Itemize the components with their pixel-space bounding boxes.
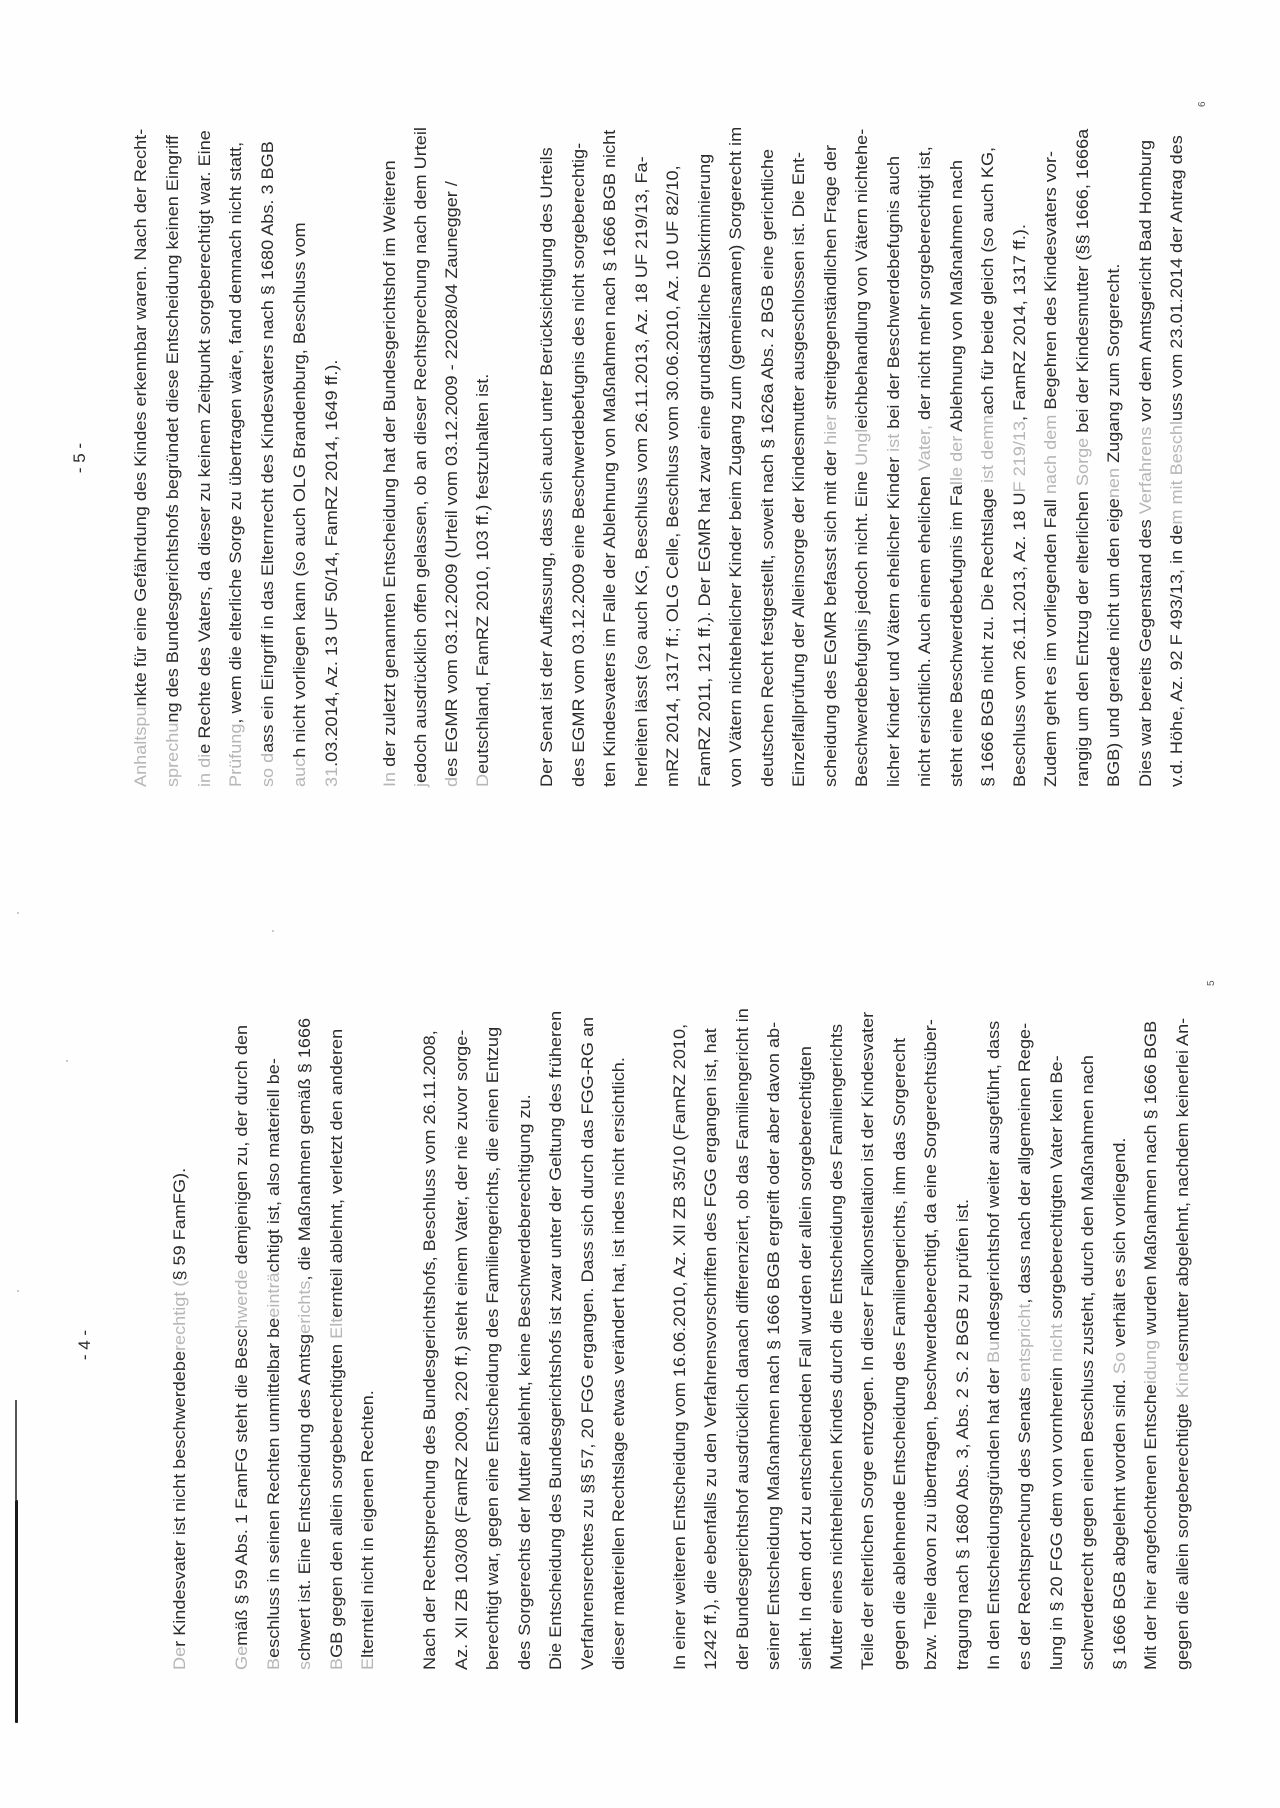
text-line xyxy=(947,1008,978,1670)
text-line xyxy=(164,1168,196,1670)
faded-text-run: 31 xyxy=(321,766,341,787)
faded-text-run: B xyxy=(263,1657,283,1670)
faded-text-run: d xyxy=(442,776,461,787)
text-line xyxy=(594,127,626,787)
text-line xyxy=(226,1018,258,1670)
text-line xyxy=(603,1011,635,1670)
text-line xyxy=(815,127,847,787)
text-run: Beschluss vom 26.11.2013, Az. 18 U xyxy=(1009,492,1029,787)
text-run: scheidung des EGMR befasst sich mit der xyxy=(820,444,840,787)
faded-text-run: nicht xyxy=(1046,1323,1066,1363)
text-line xyxy=(405,127,436,787)
page-number: 6 xyxy=(1197,101,1208,107)
paragraph xyxy=(531,126,1193,787)
text-line xyxy=(1104,1008,1135,1670)
text-run: von Vätern nichtehelicher Kinder beim Zugang zum (gemeinsamen) Sorgerecht im xyxy=(726,126,745,787)
text-run: chtigt ist, also materiell be- xyxy=(263,1058,283,1273)
text-run: eutschland, FamRZ 2010, 103 ff.) festzuhalten ist. xyxy=(473,373,492,774)
paragraph xyxy=(226,1017,384,1670)
paragraph xyxy=(374,127,498,787)
text-run: sieht. In dem dort zu entscheidenden Fall wurden der allein sorgeberechtigten xyxy=(795,1045,815,1670)
text-line xyxy=(783,127,815,787)
faded-text-run: hwerde xyxy=(232,1269,251,1329)
text-run: ten Kindesvaters im Falle der Ablehnung von Maßnahmen nach § 1666 BGB nicht xyxy=(600,129,619,787)
faded-text-run: B xyxy=(326,1657,346,1670)
text-line xyxy=(531,127,563,787)
text-line xyxy=(1041,1008,1072,1670)
text-run: mRZ 2014, 1317 ff.; OLG Celle, Beschluss vom 30.06.2010, Az. 10 UF 82/10, xyxy=(663,165,682,787)
faded-text-run: nen xyxy=(1104,467,1123,499)
text-run: Mit der hier angefochtenen Entsche xyxy=(1141,1384,1161,1670)
paragraph xyxy=(664,1008,1198,1670)
faded-text-run: So xyxy=(1109,1351,1129,1375)
page-header: - 4 - xyxy=(75,1329,94,1361)
text-line xyxy=(572,1011,604,1670)
text-run: seiner Entscheidung Maßnahmen nach § 1666 BGB ergreift oder aber davon ab- xyxy=(764,1021,784,1670)
text-line xyxy=(467,127,498,787)
text-run: h nicht vorliegen kann (so auch OLG Brandenburg, Beschluss vom xyxy=(289,222,309,758)
text-run: Der Senat ist der Auffassung, dass sich auch unter Berücksichtigung des Urteils xyxy=(537,147,556,787)
text-run: eichbehandlung von Vätern nichtehe- xyxy=(852,128,871,429)
text-run: esmutter abgelehnt, nachdem keinerlei An- xyxy=(1172,1017,1192,1362)
text-run: § 1666 BGB nicht zu. Die Rechtslage xyxy=(978,483,997,787)
text-run: der zuletzt genannten Entscheidung hat der Bundesgerichtshof im Weiteren xyxy=(380,160,399,772)
faded-text-run: entspricht xyxy=(1015,1303,1035,1383)
text-run: Einzelfallprüfung der Alleinsorge der Kindesmutter ausgeschlossen ist. Die Ent- xyxy=(789,151,808,787)
faded-text-run: hier xyxy=(820,414,840,445)
text-run: demjenigen zu, der durch den xyxy=(232,1024,251,1270)
text-run: FamRZ 2011, 121 ff.). Der EGMR hat zwar eine grundsätzliche Diskriminierung xyxy=(694,153,714,787)
faded-text-run: auc xyxy=(289,757,309,787)
text-run: es EGMR vom 03.12.2009 (Urteil vom 03.12.2009 - 22028/04 Zaunegger / xyxy=(442,181,461,777)
text-line xyxy=(540,1011,572,1670)
faded-text-run: Ge xyxy=(232,1645,251,1670)
text-run: lternteil nicht in eigenen Rechten. xyxy=(358,1390,377,1658)
text-line xyxy=(252,129,284,787)
text-line xyxy=(446,1011,478,1670)
text-line xyxy=(1035,127,1067,787)
text-run: der Bundesgerichtshof ausdrücklich danach differenziert, ob das Familiengericht in xyxy=(732,1008,752,1670)
text-line xyxy=(978,1008,1009,1670)
page-header: - 5 - xyxy=(70,442,89,474)
text-run: chwert ist. Eine Entscheidung des Amtsg xyxy=(295,1333,314,1661)
text-run: Zugang zum Sorgerecht. xyxy=(1104,263,1123,468)
text-line xyxy=(727,1008,758,1670)
text-run: GB gegen den allein sorgeberechtigten xyxy=(326,1338,346,1658)
text-run: schwerderecht gegen einen Beschluss zusteht, durch den Maßnahmen nach xyxy=(1078,1055,1098,1670)
text-line xyxy=(1072,1008,1103,1670)
text-line xyxy=(915,1008,946,1670)
text-run: r Kindesvater ist nicht beschwerdebe xyxy=(170,1350,189,1647)
text-run: gegen die allein sorgeberechtigte xyxy=(1172,1398,1192,1670)
text-run: § 1666 BGB abgelehnt worden sind. xyxy=(1109,1374,1129,1670)
text-line xyxy=(846,127,878,787)
text-run: edoch ausdrücklich offen gelassen, ob an dieser Rechtsprechung nach dem Urteil xyxy=(411,127,430,783)
text-run: Ablehnung von Maßnahmen nach xyxy=(946,159,966,436)
text-run: deutschen Recht festgestellt, soweit nach § 1626a Abs. 2 BGB eine gerichtliche xyxy=(757,148,777,787)
text-line xyxy=(157,129,189,787)
text-run: Verfahrensrechtes zu §§ 57, 20 FGG ergangen. Dass sich durch das FGG-RG an xyxy=(577,1016,597,1670)
text-line xyxy=(626,127,658,787)
page-4 xyxy=(0,904,1280,1808)
text-line xyxy=(852,1008,883,1670)
text-line xyxy=(884,1008,915,1670)
text-line xyxy=(1167,1008,1198,1670)
text-line xyxy=(289,1018,321,1670)
text-line xyxy=(941,127,973,787)
text-line xyxy=(1161,127,1193,787)
faded-text-run: j xyxy=(411,782,430,787)
faded-text-run: ist demn xyxy=(978,414,997,484)
text-run: nicht ersichtlich. Auch einem ehelichen xyxy=(915,470,934,787)
text-line xyxy=(909,127,941,787)
faded-text-run: Verfahrens xyxy=(1135,426,1155,515)
text-line xyxy=(758,1008,789,1670)
faded-text-run: De xyxy=(170,1646,189,1670)
text-line xyxy=(720,127,752,787)
text-run: Beschwerdebefugnis jedoch nicht. Eine xyxy=(852,465,871,787)
text-run: des EGMR vom 03.12.2009 eine Beschwerdebefugnis des nicht sorgeberechtig- xyxy=(568,142,588,787)
text-line xyxy=(790,1008,821,1670)
text-run: tragung nach § 1680 Abs. 3, Abs. 2 S. 2 BGB zu prüfen ist. xyxy=(952,1198,972,1670)
text-run: licher Kinder und Vätern ehelicher Kinder xyxy=(883,451,903,787)
text-run: e Rechte des Vaters, da dieser zu keinem Zeitpunkt sorgeberechtigt war. Eine xyxy=(194,130,214,754)
text-line xyxy=(284,129,316,787)
text-line xyxy=(509,1011,541,1670)
text-run: nkte für eine Gefährdung des Kindes erkennbar waren. Nach der Recht- xyxy=(131,128,150,707)
text-line xyxy=(1067,127,1099,787)
text-run: der nicht mehr sorgeberechtigt ist, xyxy=(915,146,934,426)
paragraph xyxy=(414,1010,635,1670)
text-run: .03.2014, Az. 13 UF 50/14, FamRZ 2014, 1649 ff.). xyxy=(321,359,341,767)
text-run: , FamRZ 2014, 1317 ff.). xyxy=(1009,224,1029,421)
faded-text-run: E xyxy=(358,1657,377,1670)
text-line xyxy=(258,1018,290,1670)
text-run: Dies war bereits Gegenstand des xyxy=(1135,514,1155,787)
faded-text-run: m mit Beschl xyxy=(1167,421,1186,525)
text-run: bei der Beschwerdebefugnis auch xyxy=(883,155,903,434)
text-line xyxy=(189,129,221,787)
paragraph xyxy=(164,1167,196,1671)
text-line xyxy=(972,127,1004,787)
faded-text-run: Sorge xyxy=(1072,437,1092,487)
faded-text-run: Elt xyxy=(326,1317,346,1339)
faded-text-run: einträ xyxy=(263,1272,283,1318)
faded-text-run: erichts xyxy=(295,1280,314,1334)
text-run: v.d. Höhe, Az. 92 F 493/13, in de xyxy=(1167,524,1186,787)
faded-text-run: lle der xyxy=(946,435,966,486)
faded-text-run: Anhaltspu xyxy=(131,706,150,787)
text-run: Az. XII ZB 103/08 (FamRZ 2009, 220 ff.) steht einem Vater, der nie zuvor sorge- xyxy=(451,1029,471,1670)
text-line xyxy=(1135,1008,1166,1670)
text-line xyxy=(878,127,910,787)
text-run: verhält es sich vorliegend. xyxy=(1109,1137,1129,1352)
text-run: Mutter eines nichtehelichen Kindes durch die Entscheidung des Familiengerichts xyxy=(827,1023,847,1670)
faded-text-run: Bu xyxy=(984,1340,1004,1363)
text-run: § 59 FamFG). xyxy=(170,1167,189,1281)
page-region-4 xyxy=(0,904,1280,1808)
faded-text-run: Vater, xyxy=(915,425,934,471)
text-line xyxy=(1009,1008,1040,1670)
text-run: es der Rechtsprechung des Senats xyxy=(1015,1382,1035,1670)
faded-text-run: ist xyxy=(883,433,903,452)
text-run: BGB) und gerade nicht um den eige xyxy=(1104,498,1123,787)
faded-text-run: In xyxy=(380,771,399,787)
text-line xyxy=(316,129,348,787)
text-run: mäß § 59 Abs. 1 FamFG steht die Besc xyxy=(232,1328,251,1646)
text-run: 1242 ff.), die ebenfalls zu den Verfahrensvorschriften des FGG ergangen ist, hat xyxy=(701,1028,721,1670)
text-run: In einer weiteren Entscheidung vom 16.06.2010, Az. XII ZB 35/10 (FamRZ 2010, xyxy=(670,1023,689,1670)
faded-text-run: Ungl xyxy=(852,428,871,466)
faded-text-run: sprechu xyxy=(162,722,182,787)
faded-text-run: D xyxy=(473,773,492,787)
text-run: , wem die elterliche Sorge zu übertragen wäre, fand demnach nicht statt, xyxy=(226,141,246,724)
text-run: herleiten lässt (so auch KG, Beschluss vom 26.11.2013, Az. 18 UF 219/13, Fa- xyxy=(631,156,651,787)
text-line xyxy=(695,1008,726,1670)
text-run: streitgegenständlichen Frage der xyxy=(820,144,840,415)
text-run: vor dem Amtsgericht Bad Homburg xyxy=(1135,139,1155,427)
faded-text-run: F 219/13 xyxy=(1009,420,1029,493)
text-line xyxy=(436,127,467,787)
text-run: ass ein Eingriff in das Elternrecht des Kindesvaters nach § 1680 Abs. 3 BGB xyxy=(258,141,278,753)
faded-text-run: Prüfung xyxy=(226,723,246,787)
text-run: Zudem geht es im vorliegenden Fall xyxy=(1041,494,1060,787)
text-line xyxy=(1098,127,1130,787)
text-line xyxy=(352,1018,384,1670)
text-run: ernteil ablehnt, verletzt den anderen xyxy=(326,1028,346,1318)
text-line xyxy=(321,1018,353,1670)
faded-text-run: Kind xyxy=(1172,1361,1192,1399)
text-line xyxy=(374,127,405,787)
text-line xyxy=(414,1011,446,1670)
text-line xyxy=(477,1011,509,1670)
text-line xyxy=(752,127,784,787)
text-run: rangig um den Entzug der elterlichen xyxy=(1072,486,1092,787)
text-run: eschluss in seinen Rechten unmittelbar be xyxy=(263,1317,283,1658)
faded-text-run: idung xyxy=(1141,1339,1161,1385)
text-line xyxy=(1004,127,1036,787)
text-run: Begehren des Kindesvaters vor- xyxy=(1041,150,1060,415)
text-line xyxy=(657,127,689,787)
text-run: steht eine Beschwerdebefugnis im Fa xyxy=(946,485,966,787)
text-run: gegen die ablehnende Entscheidung des Familiengerichts, ihm das Sorgerecht xyxy=(889,1037,909,1670)
text-run: In den Entscheidungsgründen hat der xyxy=(984,1362,1004,1670)
faded-text-run: in di xyxy=(194,753,214,787)
text-run: , dass nach der allgemeinen Rege- xyxy=(1015,1022,1035,1304)
text-line xyxy=(1130,127,1162,787)
text-run: , die Maßnahmen gemäß § 1666 xyxy=(295,1017,314,1281)
text-run: dieser materiellen Rechtslage etwas verändert hat, ist indes nicht ersichtlich. xyxy=(609,1057,628,1670)
faded-text-run: rechtigt ( xyxy=(170,1280,189,1351)
text-run: ng des Bundesgerichtshofs begründet diese Entscheidung keinen Eingriff xyxy=(162,135,182,723)
text-line xyxy=(689,127,721,787)
text-run: Die Entscheidung des Bundesgerichtshofs ist zwar unter der Geltung des früheren xyxy=(546,1010,565,1670)
text-run: lung in § 20 FGG dem von vornherein xyxy=(1046,1362,1066,1670)
text-line xyxy=(220,129,252,787)
text-run: Nach der Rechtsprechung des Bundesgerichtshofs, Beschluss vom 26.11.2008, xyxy=(420,1030,439,1670)
text-run: berechtigt war, gegen eine Entscheidung des Familiengerichts, die einen Entzug xyxy=(483,1026,502,1670)
text-run: bei der Kindesmutter (§§ 1666, 1666a xyxy=(1072,128,1092,438)
text-run: uss vom 23.01.2014 der Antrag des xyxy=(1167,135,1186,422)
faded-text-run: so d xyxy=(258,752,278,787)
text-line xyxy=(125,129,157,787)
paragraph xyxy=(125,128,348,787)
text-run: bzw. Teile davon zu übertragen, beschwerdeberechtigt, da eine Sorgerechtsüber- xyxy=(921,1019,941,1670)
text-run: ndesgerichtshof weiter ausgeführt, dass xyxy=(984,1020,1004,1341)
faded-text-run: s xyxy=(295,1660,314,1670)
text-line xyxy=(664,1008,695,1670)
text-line xyxy=(563,127,595,787)
text-line xyxy=(821,1008,852,1670)
page-number: 5 xyxy=(1206,980,1217,986)
text-run: des Sorgerechts der Mutter ablehnt, keine Beschwerdeberechtigung zu. xyxy=(514,1094,534,1670)
text-run: wurden Maßnahmen nach § 1666 BGB xyxy=(1141,1020,1161,1340)
faded-text-run: nach dem xyxy=(1041,414,1060,495)
text-run: ach für beide gleich (so auch KG, xyxy=(978,146,997,415)
text-run: sorgeberechtigten Vater kein Be- xyxy=(1046,1055,1066,1324)
text-run: Teile der elterlichen Sorge entzogen. In dieser Fallkonstellation ist der Kindesvater xyxy=(858,1011,878,1670)
